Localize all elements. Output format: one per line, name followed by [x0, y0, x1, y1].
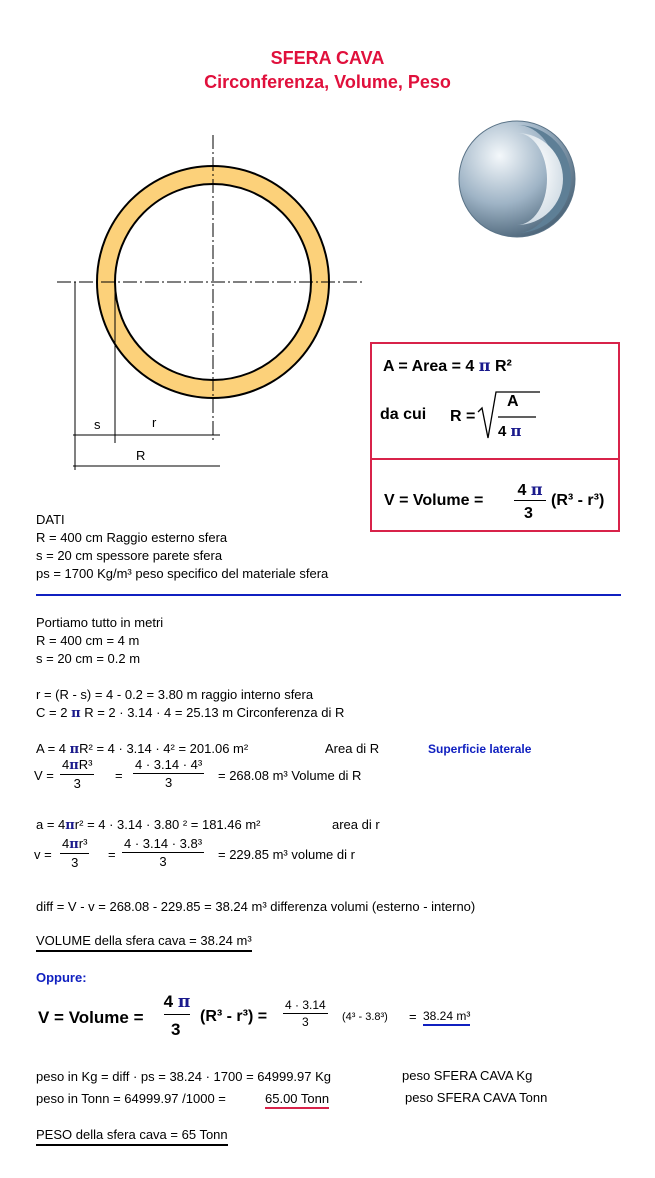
oppure-frac: $\frac{4 \cdot 3.14}{3}$: [285, 998, 326, 1029]
v-lead: v =: [34, 847, 52, 862]
oppure-paren: (4³ - 3.8³): [342, 1011, 388, 1023]
peso-kg-line: peso in Kg = diff · ps = 38.24 · 1700 = 64999.97 Kg: [36, 1069, 332, 1084]
a-calc-line: a = 4πr² = 4 · 3.14 · 3.80 ² = 181.46 m²: [36, 817, 261, 833]
v-frac-1: $\frac{\text{4πr³}}{3}$: [62, 836, 88, 870]
da-cui-label: da cui: [380, 406, 427, 423]
peso-final: PESO della sfera cava = 65 Tonn: [36, 1127, 228, 1146]
diff-line: diff = V - v = 268.08 - 229.85 = 38.24 m³ differenza volumi (esterno - interno): [36, 899, 476, 914]
dati-line-1: R = 400 cm Raggio esterno sfera: [36, 530, 228, 545]
oppure-result: 38.24 m³: [423, 1009, 470, 1026]
superficie-laterale-label: Superficie laterale: [428, 742, 532, 756]
oppure-heading: Oppure:: [36, 970, 87, 985]
A-calc-line: A = 4 πR² = 4 · 3.14 · 4² = 201.06 m²: [36, 741, 249, 757]
peso-tonn-result: 65.00 Tonn: [265, 1091, 329, 1109]
ring-diagram: [55, 125, 365, 475]
label-r: r: [152, 415, 157, 430]
page-title: SFERA CAVA: [270, 48, 385, 68]
volume-formula-den: 3: [524, 505, 533, 522]
V-eq: =: [115, 768, 123, 783]
a-note: area di r: [332, 817, 380, 832]
oppure-den: 3: [171, 1020, 181, 1039]
oppure-mid: (R³ - r³) =: [200, 1008, 268, 1025]
dati-line-2: s = 20 cm spessore parete sfera: [36, 548, 223, 563]
metri-line-1: R = 400 cm = 4 m: [36, 633, 140, 648]
volume-result: VOLUME della sfera cava = 38.24 m³: [36, 933, 252, 952]
oppure-bar: [164, 1014, 190, 1015]
metri-heading: Portiamo tutto in metri: [36, 615, 164, 630]
hollow-sphere-image: [455, 117, 580, 242]
R-equals: R =: [450, 408, 476, 425]
v-frac-2: $\frac{\text{4 · 3.14 · 3.8³}}{3}$: [124, 836, 203, 869]
peso-tonn-line: peso in Tonn = 64999.97 /1000 =: [36, 1091, 226, 1106]
volume-formula-bar: [514, 500, 546, 501]
dati-line-3: ps = 1700 Kg/m³ peso specifico del materiale sfera: [36, 566, 329, 581]
C-calc-line: C = 2 π R = 2 · 3.14 · 4 = 25.13 m Circonferenza di R: [36, 705, 345, 721]
sqrt-numerator: A: [507, 393, 519, 410]
volume-formula-num: 4 π: [517, 480, 543, 499]
v-eq: =: [108, 847, 116, 862]
label-s: s: [94, 417, 101, 432]
formula-box-divider: [372, 458, 618, 460]
page-subtitle: Circonferenza, Volume, Peso: [204, 72, 451, 92]
dati-heading: DATI: [36, 512, 65, 527]
sqrt-denominator: 4 π: [498, 422, 522, 440]
metri-line-2: s = 20 cm = 0.2 m: [36, 651, 141, 666]
v-tail: = 229.85 m³ volume di r: [218, 847, 355, 862]
A-note: Area di R: [325, 741, 380, 756]
V-lead: V =: [34, 768, 54, 783]
r-calc-line: r = (R - s) = 4 - 0.2 = 3.80 m raggio interno sfera: [36, 687, 314, 702]
V-tail: = 268.08 m³ Volume di R: [218, 768, 362, 783]
oppure-num: 4 π: [163, 992, 191, 1012]
oppure-eq: =: [409, 1009, 417, 1024]
oppure-lead: V = Volume =: [38, 1008, 144, 1027]
V-frac-2: $\frac{\text{4 · 3.14 · 4³}}{3}$: [135, 757, 203, 790]
area-formula: A = Area = 4 π R²: [383, 356, 512, 375]
section-divider: [36, 594, 621, 596]
peso-tonn-note: peso SFERA CAVA Tonn: [405, 1090, 548, 1105]
volume-formula-tail: (R³ - r³): [551, 492, 605, 509]
volume-formula-lead: V = Volume =: [384, 492, 484, 509]
label-R: R: [136, 448, 146, 463]
peso-kg-note: peso SFERA CAVA Kg: [402, 1068, 533, 1083]
V-frac-1: $\frac{\text{4πR³}}{3}$: [62, 757, 93, 791]
